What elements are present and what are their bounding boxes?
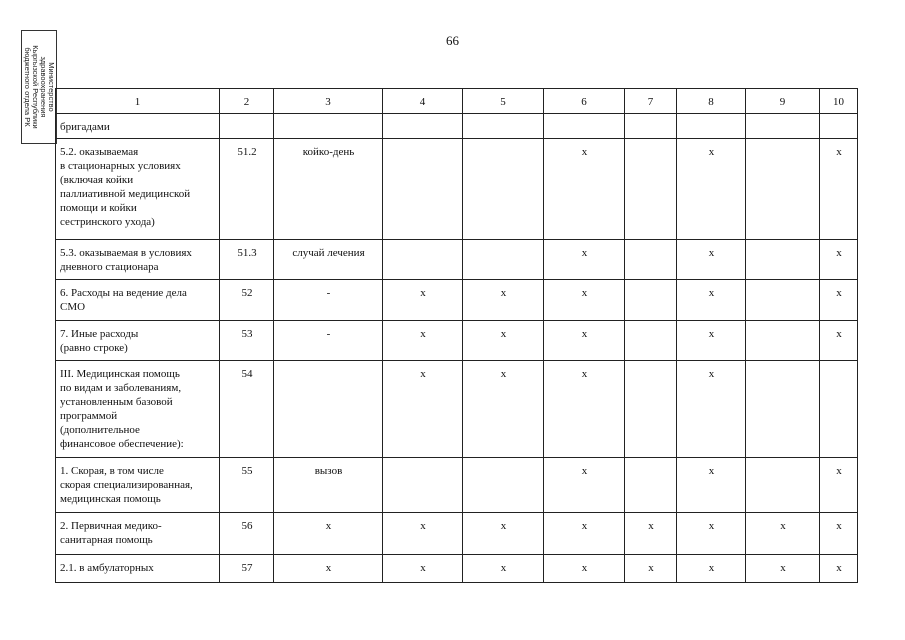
table-cell-col-5: x (463, 555, 544, 583)
table-cell-col-3: случай лечения (274, 240, 383, 280)
table-cell-col-10: x (820, 240, 858, 280)
table-cell-col-4 (383, 114, 463, 139)
table-row (56, 240, 858, 280)
table-cell-col-8: x (677, 240, 746, 280)
row-label-cell: 1. Скорая, в том числе скорая специализированная, медицинская помощь (56, 458, 220, 513)
table-cell-col-3: - (274, 321, 383, 361)
table-cell-col-6: x (544, 139, 625, 240)
table-cell-col-4: x (383, 555, 463, 583)
column-header-5: 5 (463, 89, 544, 114)
table-cell-col-5 (463, 240, 544, 280)
report-table (55, 88, 858, 583)
table-cell-col-7 (625, 321, 677, 361)
table-cell-col-8: x (677, 280, 746, 321)
table-cell-col-9 (746, 114, 820, 139)
table-row (56, 280, 858, 321)
table-cell-col-9 (746, 240, 820, 280)
table-cell-col-4: x (383, 361, 463, 458)
table-cell-col-4: x (383, 321, 463, 361)
table-cell-col-3: койко-день (274, 139, 383, 240)
table-cell-col-6: x (544, 240, 625, 280)
table-cell-col-5: x (463, 361, 544, 458)
table-cell-col-9: x (746, 555, 820, 583)
table-row (56, 513, 858, 555)
table-cell-col-10: x (820, 321, 858, 361)
table-cell-col-9 (746, 280, 820, 321)
table-cell-col-2 (220, 114, 274, 139)
table-cell-col-2: 53 (220, 321, 274, 361)
table-cell-col-2: 52 (220, 280, 274, 321)
table-row (56, 361, 858, 458)
table-cell-col-2: 54 (220, 361, 274, 458)
table-cell-col-6: x (544, 555, 625, 583)
row-label-cell: 2.1. в амбулаторных (56, 555, 220, 583)
column-header-1: 1 (56, 89, 220, 114)
row-label-cell: 2. Первичная медико- санитарная помощь (56, 513, 220, 555)
table-row (56, 321, 858, 361)
column-header-10: 10 (820, 89, 858, 114)
table-cell-col-3 (274, 114, 383, 139)
table-cell-col-10: x (820, 280, 858, 321)
table-cell-col-7: x (625, 555, 677, 583)
table-cell-col-8: x (677, 321, 746, 361)
column-header-6: 6 (544, 89, 625, 114)
table-cell-col-2: 57 (220, 555, 274, 583)
table-cell-col-2: 55 (220, 458, 274, 513)
table-cell-col-10 (820, 114, 858, 139)
table-cell-col-4 (383, 139, 463, 240)
table-cell-col-3: x (274, 555, 383, 583)
table-cell-col-7 (625, 458, 677, 513)
row-label-cell: 5.2. оказываемая в стационарных условиях (включая койки паллиативной медицинской помощи и койки сестринского ухода) (56, 139, 220, 240)
table-cell-col-10: x (820, 458, 858, 513)
column-header-4: 4 (383, 89, 463, 114)
table-row (56, 114, 858, 139)
table-cell-col-7 (625, 280, 677, 321)
table-cell-col-5 (463, 114, 544, 139)
table-cell-col-6: x (544, 458, 625, 513)
row-label-cell: 5.3. оказываемая в условиях дневного стационара (56, 240, 220, 280)
table-cell-col-5 (463, 139, 544, 240)
table-cell-col-7 (625, 114, 677, 139)
table-row (56, 139, 858, 240)
table-cell-col-8: x (677, 139, 746, 240)
table-cell-col-4: x (383, 280, 463, 321)
row-label-cell: бригадами (56, 114, 220, 139)
table-cell-col-7 (625, 139, 677, 240)
page-number: 66 (446, 33, 459, 48)
table-cell-col-10: x (820, 139, 858, 240)
table-cell-col-2: 51.3 (220, 240, 274, 280)
table-cell-col-3 (274, 361, 383, 458)
table-cell-col-6: x (544, 513, 625, 555)
column-header-8: 8 (677, 89, 746, 114)
registration-stamp (21, 30, 57, 144)
table-cell-col-9: x (746, 513, 820, 555)
table-cell-col-3: x (274, 513, 383, 555)
row-label-cell: III. Медицинская помощь по видам и заболеваниям, установленным базовой программой (дополнительное финансовое обеспечение): (56, 361, 220, 458)
row-label-cell: 6. Расходы на ведение дела СМО (56, 280, 220, 321)
table-cell-col-8: x (677, 555, 746, 583)
table-cell-col-6: x (544, 280, 625, 321)
table-cell-col-8 (677, 114, 746, 139)
table-cell-col-5: x (463, 280, 544, 321)
table-cell-col-3: вызов (274, 458, 383, 513)
table-cell-col-5: x (463, 321, 544, 361)
table-header-row (56, 89, 858, 114)
table-cell-col-7 (625, 240, 677, 280)
table-cell-col-5 (463, 458, 544, 513)
table-cell-col-9 (746, 139, 820, 240)
table-row (56, 458, 858, 513)
table-cell-col-4: x (383, 513, 463, 555)
table-cell-col-6 (544, 114, 625, 139)
table-cell-col-3: - (274, 280, 383, 321)
table-cell-col-6: x (544, 321, 625, 361)
table-cell-col-10 (820, 361, 858, 458)
table-cell-col-6: x (544, 361, 625, 458)
table-cell-col-9 (746, 361, 820, 458)
column-header-9: 9 (746, 89, 820, 114)
table-cell-col-9 (746, 458, 820, 513)
table-cell-col-2: 51.2 (220, 139, 274, 240)
table-cell-col-5: x (463, 513, 544, 555)
table-cell-col-8: x (677, 361, 746, 458)
table-cell-col-8: x (677, 513, 746, 555)
column-header-2: 2 (220, 89, 274, 114)
table-cell-col-7 (625, 361, 677, 458)
table-cell-col-4 (383, 458, 463, 513)
table-cell-col-2: 56 (220, 513, 274, 555)
table-cell-col-8: x (677, 458, 746, 513)
table-cell-col-4 (383, 240, 463, 280)
table-cell-col-10: x (820, 513, 858, 555)
table-row (56, 555, 858, 583)
stamp-text: Министерство здравоохранения Кыргызской Республики бюджетного отдела РК (23, 45, 56, 129)
table-cell-col-9 (746, 321, 820, 361)
column-header-3: 3 (274, 89, 383, 114)
row-label-cell: 7. Иные расходы (равно строке) (56, 321, 220, 361)
column-header-7: 7 (625, 89, 677, 114)
table-cell-col-10: x (820, 555, 858, 583)
table-cell-col-7: x (625, 513, 677, 555)
